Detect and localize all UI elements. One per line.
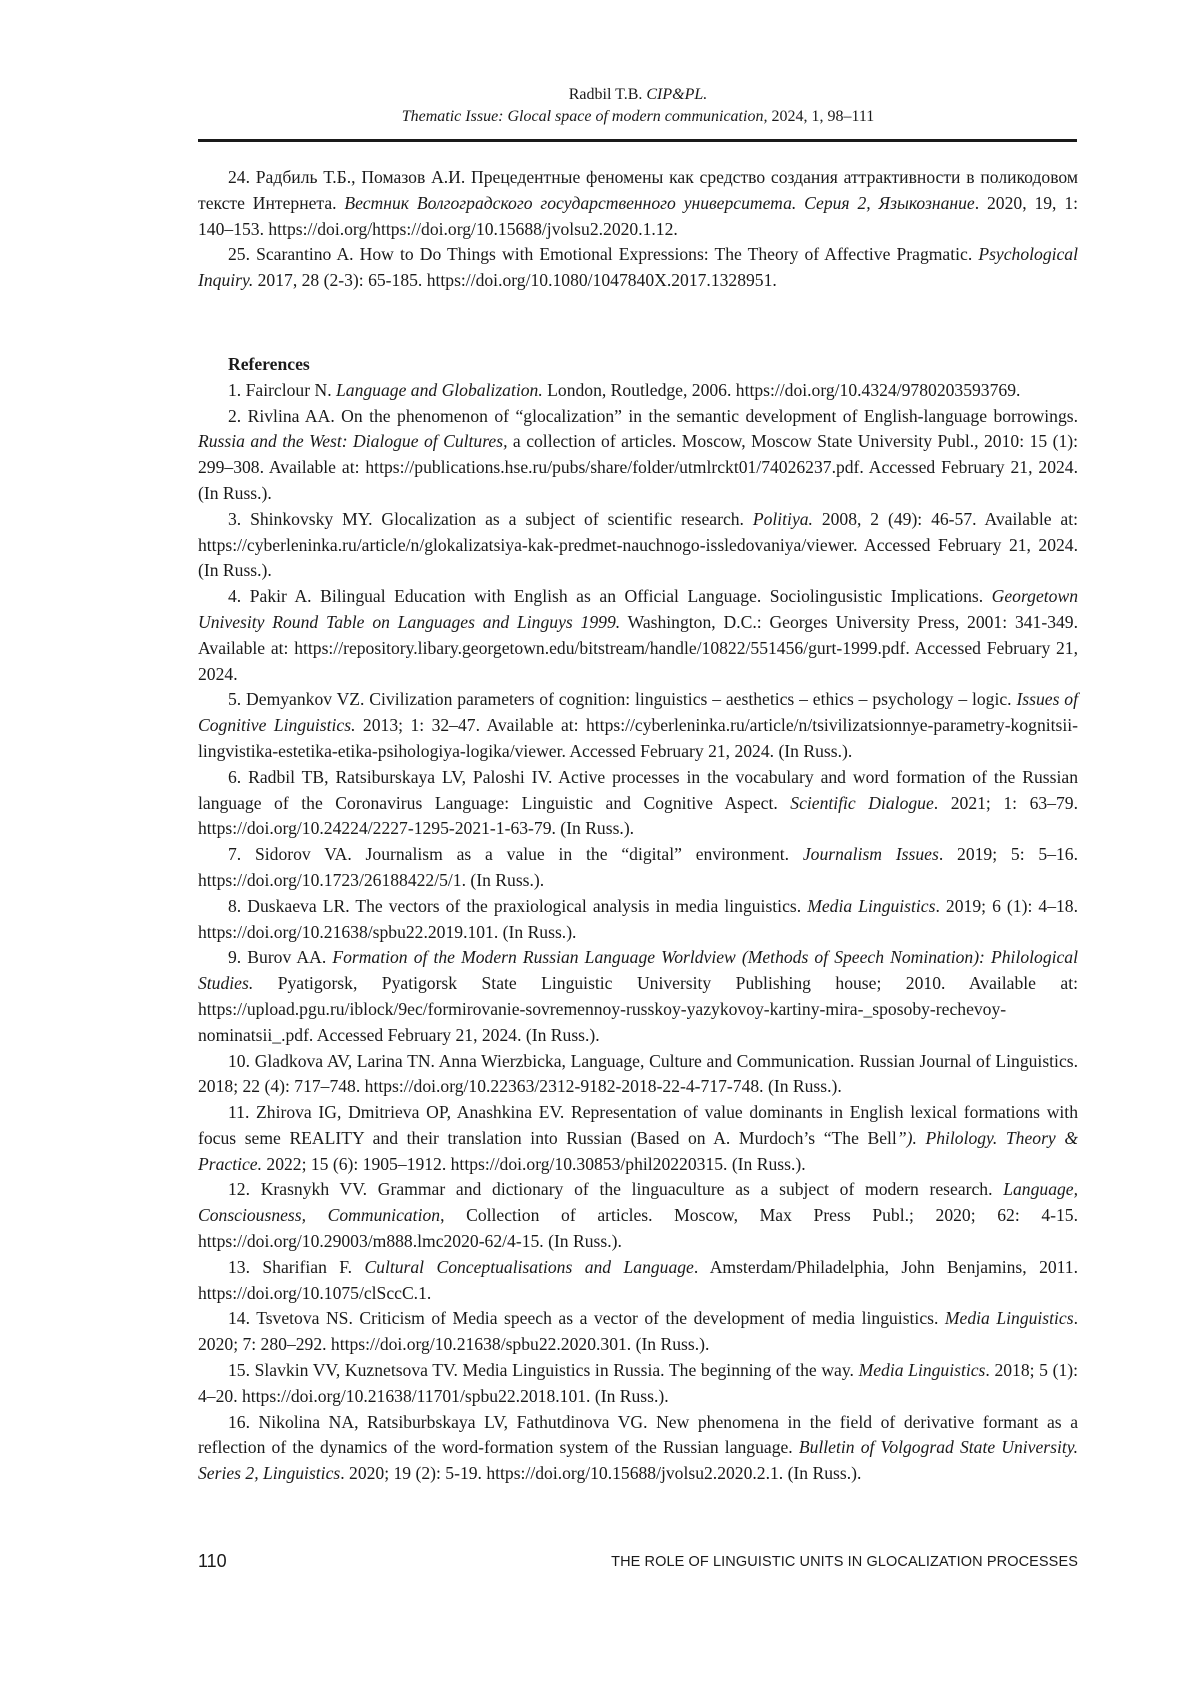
reference-text: Washington, D.C.: Georges University Press, 2001: 341-349. Available at: https://repository.libary.georgetown.edu/bitstream/handle/10822/551456/gurt-1999.pdf. Accessed February 21, 2024. <box>198 612 1078 684</box>
reference-text: 5. Demyankov VZ. Civilization parameters of cognition: linguistics – aesthetics – ethics – psychology – logic. <box>228 689 1016 709</box>
reference-entry <box>198 507 1078 584</box>
reference-entry <box>198 165 1078 242</box>
reference-source-title: Formation of the Modern Russian Language Worldview (Methods of Speech Nomination): Philological Studies. <box>198 947 1078 993</box>
reference-entry <box>198 945 1078 1048</box>
reference-text: . 2019; 6 (1): 4–18. https://doi.org/10.21638/spbu22.2019.101. (In Russ.). <box>198 896 1078 942</box>
reference-entry <box>198 1255 1078 1307</box>
page-number: 110 <box>198 1551 227 1572</box>
reference-text: 13. Sharifian F. <box>228 1257 364 1277</box>
reference-text: . 2018; 5 (1): 4–20. https://doi.org/10.21638/11701/spbu22.2018.101. (In Russ.). <box>198 1360 1078 1406</box>
reference-text: a collection of articles. Moscow, Moscow State University Publ., 2010: 15 (1): 299–308. Available at: https://publications.hse.ru/pubs/share/folder/utmlrckt01/74026237.pdf. Accessed February 21, 2024. (In Russ.). <box>198 431 1078 503</box>
reference-source-title: Bulletin of Volgograd State University. Series 2, Linguistics <box>198 1437 1078 1483</box>
reference-entry <box>198 1100 1078 1177</box>
reference-text: . Amsterdam/Philadelphia, John Benjamins, 2011. https://doi.org/10.1075/clSccC.1. <box>198 1257 1078 1303</box>
reference-text: . 2021; 1: 63–79. https://doi.org/10.24224/2227-1295-2021-1-63-79. (In Russ.). <box>198 793 1078 839</box>
reference-source-title: Politiya. <box>753 509 813 529</box>
reference-text: 7. Sidorov VA. Journalism as a value in the “digital” environment. <box>228 844 803 864</box>
header-issue: Thematic Issue: Glocal space of modern communication, <box>402 108 768 125</box>
reference-text: 24. Радбиль Т.Б., Помазов А.И. Прецедентные феномены как средство создания аттрактивности в поликодовом тексте Интернета. <box>198 167 1078 213</box>
reference-source-title: Cultural Conceptualisations and Language <box>364 1257 693 1277</box>
reference-text: 2008, 2 (49): 46-57. Available at: https://cyberleninka.ru/article/n/glokalizatsiya-kak-predmet-nauchnogo-issledovaniya/viewer. Accessed February 21, 2024. (In Russ.). <box>198 509 1078 581</box>
reference-source-title: Language, Consciousness, Communication <box>198 1179 1078 1225</box>
reference-source-title: Russia and the West: Dialogue of Cultures, <box>198 431 507 451</box>
reference-entry <box>198 378 1078 404</box>
reference-text: 4. Pakir A. Bilingual Education with English as an Official Language. Sociolingusistic Implications. <box>228 586 992 606</box>
reference-text: 11. Zhirova IG, Dmitrieva OP, Anashkina EV. Representation of value dominants in English lexical formations with focus seme REALITY and their translation into Russian (Based on A. Murdoch’s “The Bell <box>198 1102 1078 1148</box>
reference-source-title: Scientific Dialogue <box>790 793 934 813</box>
reference-source-title: Journalism Issues <box>803 844 939 864</box>
reference-entry <box>198 687 1078 764</box>
reference-text: . 2019; 5: 5–16. https://doi.org/10.1723/26188422/5/1. (In Russ.). <box>198 844 1078 890</box>
reference-text: 1. Fairclour N. <box>228 380 336 400</box>
header-divider <box>198 139 1077 142</box>
reference-entry <box>198 1049 1078 1101</box>
reference-text: Pyatigorsk, Pyatigorsk State Linguistic University Publishing house; 2010. Available at: https://upload.pgu.ru/iblock/9ec/formirovanie-sovremennoy-russkoy-yazykovoy-kartiny-mira-_sposoby-rechevoy-nominatsii_.pdf. Accessed February 21, 2024. (In Russ.). <box>198 973 1078 1045</box>
reference-text: 25. Scarantino A. How to Do Things with Emotional Expressions: The Theory of Affective Pragmatic. <box>228 244 978 264</box>
reference-source-title: Media Linguistics <box>945 1308 1074 1328</box>
header-issue-line <box>198 106 1078 128</box>
reference-entry <box>198 1358 1078 1410</box>
reference-source-title: Issues of Cognitive Linguistics. <box>198 689 1078 735</box>
reference-source-title: Media Linguistics <box>807 896 935 916</box>
reference-entry <box>198 842 1078 894</box>
references-heading: References <box>198 352 1078 378</box>
reference-text: . 2020; 7: 280–292. https://doi.org/10.21638/spbu22.2020.301. (In Russ.). <box>198 1308 1078 1354</box>
reference-text: 3. Shinkovsky MY. Glocalization as a subject of scientific research. <box>228 509 753 529</box>
reference-text: 16. Nikolina NA, Ratsiburbskaya LV, Fathutdinova VG. New phenomena in the field of derivative formant as a reflection of the dynamics of the word-formation system of the Russian language. <box>198 1412 1078 1458</box>
reference-source-title: Language and Globalization. <box>336 380 543 400</box>
reference-text: 8. Duskaeva LR. The vectors of the praxiological analysis in media linguistics. <box>228 896 807 916</box>
reference-text: . 2020, 19, 1: 140–153. https://doi.org/https://doi.org/10.15688/jvolsu2.2020.1.12. <box>198 193 1078 239</box>
reference-text: , Collection of articles. Moscow, Max Press Publ.; 2020; 62: 4-15. https://doi.org/10.29003/m888.lmc2020-62/4-15. (In Russ.). <box>198 1205 1078 1251</box>
reference-text: 2. Rivlina AA. On the phenomenon of “glocalization” in the semantic development of English-language borrowings. <box>228 406 1078 426</box>
reference-source-title: Вестник Волгоградского государственного университета. Серия 2, Языкознание <box>344 193 974 213</box>
references-list <box>198 378 1078 1487</box>
header-citation: 2024, 1, 98–111 <box>771 108 874 125</box>
reference-text: 2022; 15 (6): 1905–1912. https://doi.org/10.30853/phil20220315. (In Russ.). <box>262 1154 806 1174</box>
reference-entry <box>198 1306 1078 1358</box>
reference-text: . 2020; 19 (2): 5-19. https://doi.org/10.15688/jvolsu2.2020.2.1. (In Russ.). <box>340 1463 861 1483</box>
running-header <box>198 84 1078 128</box>
reference-text: 14. Tsvetova NS. Criticism of Media speech as a vector of the development of media linguistics. <box>228 1308 945 1328</box>
reference-source-title: Psychological Inquiry. <box>198 244 1078 290</box>
header-author-line <box>198 84 1078 106</box>
reference-text: London, Routledge, 2006. https://doi.org/10.4324/9780203593769. <box>543 380 1021 400</box>
page-body <box>198 165 1078 1487</box>
reference-text: 6. Radbil TB, Ratsiburskaya LV, Paloshi IV. Active processes in the vocabulary and word formation of the Russian language of the Coronavirus Language: Linguistic and Cognitive Aspect. <box>198 767 1078 813</box>
page-footer <box>198 1551 1078 1575</box>
reference-text: 15. Slavkin VV, Kuznetsova TV. Media Linguistics in Russia. The beginning of the way. <box>228 1360 859 1380</box>
reference-entry <box>198 894 1078 946</box>
reference-source-title: ”). Philology. Theory & Practice. <box>198 1128 1078 1174</box>
reference-text: 2013; 1: 32–47. Available at: https://cyberleninka.ru/article/n/tsivilizatsionnye-parametry-kognitsii-lingvistika-estetika-etika-psihologiya-logika/viewer. Accessed February 21, 2024. (In Russ.). <box>198 715 1078 761</box>
reference-entry <box>198 584 1078 687</box>
footer-running-title: THE ROLE OF LINGUISTIC UNITS IN GLOCALIZATION PROCESSES <box>611 1554 1078 1570</box>
header-author: Radbil T.B. <box>569 86 643 103</box>
reference-entry <box>198 1410 1078 1487</box>
reference-text: 9. Burov AA. <box>228 947 332 967</box>
reference-entry <box>198 404 1078 507</box>
reference-source-title: Georgetown Univesity Round Table on Languages and Linguys 1999. <box>198 586 1078 632</box>
header-journal: CIP&PL. <box>646 86 707 103</box>
reference-text: 2017, 28 (2-3): 65-185. https://doi.org/10.1080/1047840X.2017.1328951. <box>253 270 777 290</box>
reference-entry <box>198 765 1078 842</box>
reference-text: 10. Gladkova AV, Larina TN. Anna Wierzbicka, Language, Culture and Communication. Russian Journal of Linguistics. 2018; 22 (4): 717–748. https://doi.org/10.22363/2312-9182-2018-22-4-717-748. (In Russ.). <box>198 1051 1078 1097</box>
reference-entry <box>198 242 1078 294</box>
reference-source-title: Media Linguistics <box>859 1360 986 1380</box>
reference-text: 12. Krasnykh VV. Grammar and dictionary of the linguaculture as a subject of modern research. <box>228 1179 1003 1199</box>
russian-reference-list <box>198 165 1078 294</box>
reference-entry <box>198 1177 1078 1254</box>
